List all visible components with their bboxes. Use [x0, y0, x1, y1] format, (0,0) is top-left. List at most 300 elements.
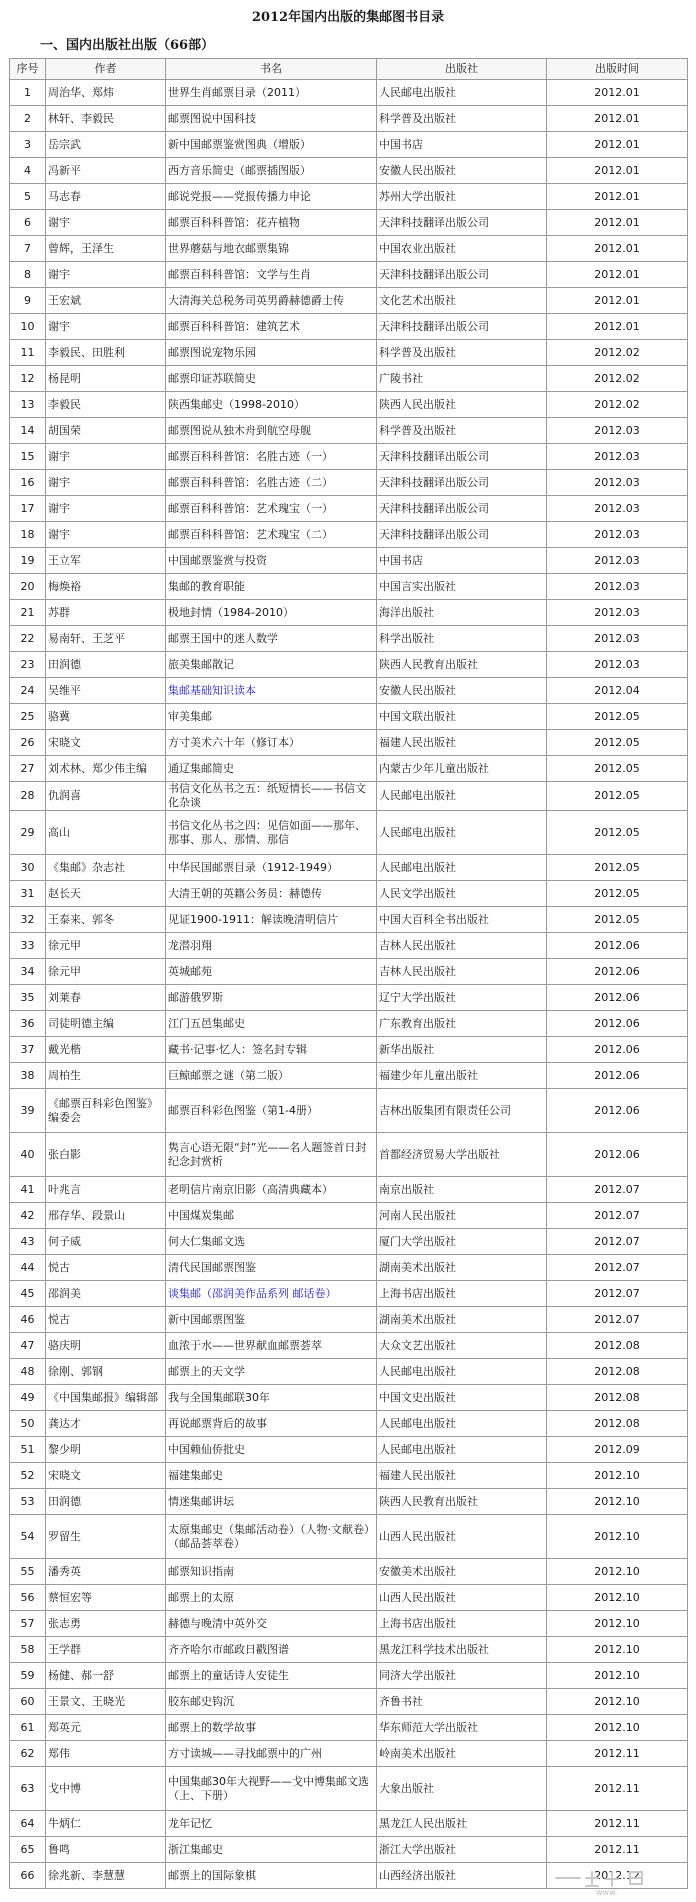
cell-publisher: 福建人民出版社	[377, 730, 547, 756]
cell-no: 28	[10, 782, 46, 811]
cell-author: 赵长天	[46, 881, 166, 907]
cell-book: 邮票图说从独木舟到航空母舰	[166, 418, 377, 444]
cell-publisher: 安徽人民出版社	[377, 158, 547, 184]
cell-book: 藏书·记事·忆人：签名封专辑	[166, 1037, 377, 1063]
cell-author: 邢存华、段景山	[46, 1203, 166, 1229]
cell-book: 老明信片南京旧影（高清典藏本）	[166, 1177, 377, 1203]
cell-book: 邮票王国中的迷人数学	[166, 626, 377, 652]
table-row	[10, 626, 688, 652]
table-row	[10, 392, 688, 418]
cell-no: 37	[10, 1037, 46, 1063]
cell-no: 26	[10, 730, 46, 756]
cell-publisher: 黑龙江人民出版社	[377, 1811, 547, 1837]
table-row	[10, 106, 688, 132]
cell-book: 隽言心语无限“封”光——名人题签首日封纪念封赏析	[166, 1133, 377, 1177]
cell-no: 25	[10, 704, 46, 730]
cell-author: 仇润喜	[46, 782, 166, 811]
cell-book: 浙江集邮史	[166, 1837, 377, 1863]
table-row	[10, 811, 688, 855]
cell-date: 2012.10	[547, 1611, 688, 1637]
cell-book: 邮说党报——党报传播力申论	[166, 184, 377, 210]
cell-no: 8	[10, 262, 46, 288]
cell-publisher: 湖南美术出版社	[377, 1255, 547, 1281]
cell-no: 39	[10, 1089, 46, 1133]
cell-publisher: 人民邮电出版社	[377, 782, 547, 811]
cell-date: 2012.11	[547, 1811, 688, 1837]
table-row	[10, 132, 688, 158]
cell-no: 56	[10, 1585, 46, 1611]
cell-book: 中国赖仙侨批史	[166, 1437, 377, 1463]
cell-publisher: 苏州大学出版社	[377, 184, 547, 210]
cell-date: 2012.03	[547, 418, 688, 444]
cell-date: 2012.01	[547, 262, 688, 288]
cell-date: 2012.05	[547, 907, 688, 933]
cell-author: 徐元甲	[46, 959, 166, 985]
cell-date: 2012.07	[547, 1203, 688, 1229]
cell-author: 骆冀	[46, 704, 166, 730]
cell-book: 西方音乐简史（邮票插图版）	[166, 158, 377, 184]
cell-author: 李毅民、田胜利	[46, 340, 166, 366]
cell-date: 2012.11	[547, 1741, 688, 1767]
cell-publisher: 广陵书社	[377, 366, 547, 392]
cell-author: 刘莱春	[46, 985, 166, 1011]
table-row	[10, 366, 688, 392]
cell-date: 2012.08	[547, 1411, 688, 1437]
cell-author: 司徒明德主编	[46, 1011, 166, 1037]
table-row	[10, 1689, 688, 1715]
table-row	[10, 1037, 688, 1063]
table-row	[10, 1715, 688, 1741]
cell-publisher: 安徽人民出版社	[377, 678, 547, 704]
cell-date: 2012.05	[547, 756, 688, 782]
table-row	[10, 548, 688, 574]
cell-publisher: 中国言实出版社	[377, 574, 547, 600]
cell-date: 2012.01	[547, 132, 688, 158]
header-author: 作者	[46, 59, 166, 80]
cell-no: 49	[10, 1385, 46, 1411]
table-row	[10, 1411, 688, 1437]
table-row	[10, 1333, 688, 1359]
table-row	[10, 1741, 688, 1767]
cell-publisher: 中国书店	[377, 548, 547, 574]
table-row	[10, 1585, 688, 1611]
table-row	[10, 1385, 688, 1411]
cell-publisher: 广东教育出版社	[377, 1011, 547, 1037]
cell-author: 冯新平	[46, 158, 166, 184]
cell-author: 刘术林、郑少伟主编	[46, 756, 166, 782]
cell-no: 52	[10, 1463, 46, 1489]
cell-author: 徐元甲	[46, 933, 166, 959]
cell-publisher: 山西经济出版社	[377, 1863, 547, 1889]
cell-publisher: 人民文学出版社	[377, 881, 547, 907]
cell-book: 龙潜羽翔	[166, 933, 377, 959]
cell-date: 2012.07	[547, 1229, 688, 1255]
cell-author: 苏群	[46, 600, 166, 626]
table-row	[10, 678, 688, 704]
cell-date: 2012.05	[547, 881, 688, 907]
cell-author: 杨昆明	[46, 366, 166, 392]
cell-author: 王立军	[46, 548, 166, 574]
watermark-url: www.	[596, 1888, 618, 1897]
cell-author: 骆庆明	[46, 1333, 166, 1359]
cell-no: 32	[10, 907, 46, 933]
cell-publisher: 岭南美术出版社	[377, 1741, 547, 1767]
cell-no: 62	[10, 1741, 46, 1767]
table-row	[10, 881, 688, 907]
cell-no: 30	[10, 855, 46, 881]
cell-book: 邮票百科科普馆：艺术瑰宝（二）	[166, 522, 377, 548]
table-row	[10, 1359, 688, 1385]
table-row	[10, 1837, 688, 1863]
table-row	[10, 959, 688, 985]
table-row	[10, 1437, 688, 1463]
cell-book: 邮票上的童话诗人安徒生	[166, 1663, 377, 1689]
cell-book: 再说邮票背后的故事	[166, 1411, 377, 1437]
cell-date: 2012.12	[547, 1863, 688, 1889]
cell-no: 1	[10, 80, 46, 106]
cell-no: 31	[10, 881, 46, 907]
cell-no: 54	[10, 1515, 46, 1559]
table-row	[10, 1255, 688, 1281]
cell-date: 2012.01	[547, 210, 688, 236]
cell-date: 2012.07	[547, 1255, 688, 1281]
cell-date: 2012.07	[547, 1281, 688, 1307]
cell-book: 邮票图说宠物乐园	[166, 340, 377, 366]
cell-date: 2012.03	[547, 470, 688, 496]
cell-author: 《邮票百科彩色图鉴》编委会	[46, 1089, 166, 1133]
table-row	[10, 1089, 688, 1133]
cell-no: 3	[10, 132, 46, 158]
cell-date: 2012.10	[547, 1637, 688, 1663]
cell-publisher: 中国文联出版社	[377, 704, 547, 730]
cell-no: 50	[10, 1411, 46, 1437]
cell-author: 郑伟	[46, 1741, 166, 1767]
cell-book: 集邮的教育职能	[166, 574, 377, 600]
table-row	[10, 1229, 688, 1255]
cell-book: 齐齐哈尔市邮政日戳图谱	[166, 1637, 377, 1663]
cell-author: 谢宇	[46, 522, 166, 548]
cell-book: 通辽集邮简史	[166, 756, 377, 782]
cell-date: 2012.07	[547, 1307, 688, 1333]
cell-no: 10	[10, 314, 46, 340]
cell-no: 60	[10, 1689, 46, 1715]
cell-date: 2012.06	[547, 959, 688, 985]
cell-author: 周柏生	[46, 1063, 166, 1089]
cell-no: 6	[10, 210, 46, 236]
cell-book: 新中国邮票鉴赏图典（增版）	[166, 132, 377, 158]
cell-no: 36	[10, 1011, 46, 1037]
cell-author: 宋晓文	[46, 730, 166, 756]
table-row	[10, 210, 688, 236]
cell-no: 21	[10, 600, 46, 626]
cell-book: 清代民国邮票图鉴	[166, 1255, 377, 1281]
cell-author: 周治华、郑炜	[46, 80, 166, 106]
cell-author: 杨健、郝一舒	[46, 1663, 166, 1689]
table-row	[10, 1559, 688, 1585]
cell-book: 大清王朝的英籍公务员：赫德传	[166, 881, 377, 907]
cell-book: 新中国邮票图鉴	[166, 1307, 377, 1333]
table-row	[10, 1515, 688, 1559]
cell-date: 2012.10	[547, 1585, 688, 1611]
cell-no: 9	[10, 288, 46, 314]
table-row	[10, 1177, 688, 1203]
cell-publisher: 湖南美术出版社	[377, 1307, 547, 1333]
cell-publisher: 天津科技翻译出版公司	[377, 496, 547, 522]
cell-no: 33	[10, 933, 46, 959]
cell-date: 2012.06	[547, 933, 688, 959]
table-row	[10, 158, 688, 184]
table-row	[10, 1307, 688, 1333]
cell-date: 2012.10	[547, 1559, 688, 1585]
table-row	[10, 574, 688, 600]
cell-date: 2012.03	[547, 574, 688, 600]
cell-publisher: 上海书店出版社	[377, 1611, 547, 1637]
table-row	[10, 184, 688, 210]
cell-no: 42	[10, 1203, 46, 1229]
cell-book: 邮票百科科普馆：建筑艺术	[166, 314, 377, 340]
cell-no: 40	[10, 1133, 46, 1177]
cell-publisher: 天津科技翻译出版公司	[377, 444, 547, 470]
cell-date: 2012.09	[547, 1437, 688, 1463]
cell-author: 高山	[46, 811, 166, 855]
table-row	[10, 418, 688, 444]
cell-date: 2012.10	[547, 1663, 688, 1689]
cell-no: 19	[10, 548, 46, 574]
table-row	[10, 1611, 688, 1637]
cell-book: 中国集邮30年大视野——戈中博集邮文选（上、下册）	[166, 1767, 377, 1811]
table-row	[10, 496, 688, 522]
cell-date: 2012.08	[547, 1333, 688, 1359]
cell-publisher: 天津科技翻译出版公司	[377, 522, 547, 548]
cell-book: 书信文化丛书之四：见信如面——那年、那事、那人、那情、那信	[166, 811, 377, 855]
cell-no: 59	[10, 1663, 46, 1689]
cell-date: 2012.04	[547, 678, 688, 704]
cell-publisher: 海洋出版社	[377, 600, 547, 626]
cell-date: 2012.03	[547, 652, 688, 678]
cell-date: 2012.03	[547, 548, 688, 574]
cell-publisher: 人民邮电出版社	[377, 1411, 547, 1437]
cell-publisher: 首都经济贸易大学出版社	[377, 1133, 547, 1177]
cell-publisher: 安徽美术出版社	[377, 1559, 547, 1585]
table-row	[10, 855, 688, 881]
cell-book: 旅美集邮散记	[166, 652, 377, 678]
cell-no: 43	[10, 1229, 46, 1255]
cell-no: 13	[10, 392, 46, 418]
table-header-row	[10, 59, 688, 80]
cell-date: 2012.06	[547, 1011, 688, 1037]
table-row	[10, 756, 688, 782]
cell-no: 20	[10, 574, 46, 600]
cell-no: 5	[10, 184, 46, 210]
cell-author: 王景文、王晓光	[46, 1689, 166, 1715]
cell-no: 61	[10, 1715, 46, 1741]
cell-book: 中国煤炭集邮	[166, 1203, 377, 1229]
cell-no: 18	[10, 522, 46, 548]
cell-publisher: 科学出版社	[377, 626, 547, 652]
cell-date: 2012.01	[547, 288, 688, 314]
cell-author: 田润德	[46, 652, 166, 678]
table-row	[10, 470, 688, 496]
cell-author: 戴光楷	[46, 1037, 166, 1063]
cell-date: 2012.06	[547, 985, 688, 1011]
cell-date: 2012.10	[547, 1715, 688, 1741]
cell-no: 44	[10, 1255, 46, 1281]
cell-date: 2012.10	[547, 1515, 688, 1559]
cell-author: 悦古	[46, 1255, 166, 1281]
cell-book: 血浓于水——世界献血邮票荟萃	[166, 1333, 377, 1359]
cell-date: 2012.10	[547, 1689, 688, 1715]
cell-publisher: 陕西人民出版社	[377, 392, 547, 418]
cell-book: 中国邮票鉴赏与投资	[166, 548, 377, 574]
cell-no: 64	[10, 1811, 46, 1837]
cell-no: 27	[10, 756, 46, 782]
cell-publisher: 科学普及出版社	[377, 418, 547, 444]
cell-book: 大清海关总税务司英男爵赫德爵士传	[166, 288, 377, 314]
cell-book: 英城邮苑	[166, 959, 377, 985]
cell-book: 江门五邑集邮史	[166, 1011, 377, 1037]
book-title-link[interactable]: 谈集邮（邵润美作品系列 邮话卷）	[166, 1281, 377, 1307]
table-row	[10, 1663, 688, 1689]
table-row	[10, 1489, 688, 1515]
cell-publisher: 山西人民出版社	[377, 1585, 547, 1611]
cell-date: 2012.03	[547, 626, 688, 652]
cell-publisher: 黑龙江科学技术出版社	[377, 1637, 547, 1663]
cell-author: 胡国荣	[46, 418, 166, 444]
cell-author: 黎少明	[46, 1437, 166, 1463]
cell-author: 张志勇	[46, 1611, 166, 1637]
cell-publisher: 天津科技翻译出版公司	[377, 314, 547, 340]
cell-publisher: 福建人民出版社	[377, 1463, 547, 1489]
cell-publisher: 浙江大学出版社	[377, 1837, 547, 1863]
cell-publisher: 华东师范大学出版社	[377, 1715, 547, 1741]
table-row	[10, 782, 688, 811]
cell-no: 66	[10, 1863, 46, 1889]
table-row	[10, 1011, 688, 1037]
table-body	[10, 80, 688, 1889]
cell-publisher: 吉林出版集团有限责任公司	[377, 1089, 547, 1133]
cell-publisher: 内蒙古少年儿童出版社	[377, 756, 547, 782]
cell-publisher: 南京出版社	[377, 1177, 547, 1203]
cell-date: 2012.06	[547, 1133, 688, 1177]
cell-publisher: 山西人民出版社	[377, 1515, 547, 1559]
cell-book: 情迷集邮讲坛	[166, 1489, 377, 1515]
cell-book: 世界生肖邮票目录（2011）	[166, 80, 377, 106]
cell-author: 王宏斌	[46, 288, 166, 314]
table-row	[10, 985, 688, 1011]
cell-date: 2012.02	[547, 392, 688, 418]
table-row	[10, 80, 688, 106]
book-title-link[interactable]: 集邮基础知识读本	[166, 678, 377, 704]
cell-book: 巨鲸邮票之谜（第二版）	[166, 1063, 377, 1089]
cell-author: 谢宇	[46, 444, 166, 470]
cell-author: 罗留生	[46, 1515, 166, 1559]
cell-author: 谢宇	[46, 496, 166, 522]
cell-date: 2012.03	[547, 522, 688, 548]
cell-publisher: 齐鲁书社	[377, 1689, 547, 1715]
cell-publisher: 新华出版社	[377, 1037, 547, 1063]
cell-date: 2012.06	[547, 1089, 688, 1133]
cell-book: 中华民国邮票目录（1912-1949）	[166, 855, 377, 881]
cell-no: 41	[10, 1177, 46, 1203]
table-row	[10, 288, 688, 314]
cell-no: 14	[10, 418, 46, 444]
cell-publisher: 中国农业出版社	[377, 236, 547, 262]
table-row	[10, 1811, 688, 1837]
cell-publisher: 人民邮电出版社	[377, 80, 547, 106]
cell-date: 2012.01	[547, 314, 688, 340]
cell-date: 2012.10	[547, 1463, 688, 1489]
cell-no: 12	[10, 366, 46, 392]
table-row	[10, 907, 688, 933]
cell-date: 2012.07	[547, 1177, 688, 1203]
cell-publisher: 天津科技翻译出版公司	[377, 262, 547, 288]
cell-author: 曾辉，王泽生	[46, 236, 166, 262]
table-row	[10, 340, 688, 366]
cell-publisher: 中国大百科全书出版社	[377, 907, 547, 933]
cell-author: 谢宇	[46, 470, 166, 496]
cell-publisher: 人民邮电出版社	[377, 1437, 547, 1463]
table-row	[10, 1133, 688, 1177]
cell-no: 45	[10, 1281, 46, 1307]
cell-author: 悦古	[46, 1307, 166, 1333]
cell-book: 赫德与晚清中英外交	[166, 1611, 377, 1637]
cell-book: 方寸美术六十年（修订本）	[166, 730, 377, 756]
cell-author: 田润德	[46, 1489, 166, 1515]
cell-publisher: 上海书店出版社	[377, 1281, 547, 1307]
cell-no: 35	[10, 985, 46, 1011]
cell-publisher: 辽宁大学出版社	[377, 985, 547, 1011]
cell-author: 张白影	[46, 1133, 166, 1177]
cell-no: 29	[10, 811, 46, 855]
cell-author: 谢宇	[46, 314, 166, 340]
cell-author: 蔡恒宏等	[46, 1585, 166, 1611]
table-row	[10, 1767, 688, 1811]
cell-publisher: 厦门大学出版社	[377, 1229, 547, 1255]
cell-no: 51	[10, 1437, 46, 1463]
cell-date: 2012.10	[547, 1489, 688, 1515]
cell-author: 徐兆新、李慧慧	[46, 1863, 166, 1889]
cell-publisher: 陕西人民教育出版社	[377, 1489, 547, 1515]
cell-book: 胶东邮史钩沉	[166, 1689, 377, 1715]
cell-publisher: 文化艺术出版社	[377, 288, 547, 314]
table-row	[10, 652, 688, 678]
section-heading: 一、国内出版社出版（66部）	[40, 38, 215, 53]
cell-date: 2012.08	[547, 1385, 688, 1411]
cell-no: 16	[10, 470, 46, 496]
cell-author: 《中国集邮报》编辑部	[46, 1385, 166, 1411]
cell-book: 邮票上的太原	[166, 1585, 377, 1611]
cell-publisher: 科学普及出版社	[377, 106, 547, 132]
cell-book: 邮票百科科普馆：名胜古迹（二）	[166, 470, 377, 496]
cell-no: 57	[10, 1611, 46, 1637]
table-row	[10, 262, 688, 288]
cell-book: 邮票上的天文学	[166, 1359, 377, 1385]
cell-date: 2012.06	[547, 1063, 688, 1089]
cell-date: 2012.05	[547, 811, 688, 855]
cell-publisher: 科学普及出版社	[377, 340, 547, 366]
header-publisher: 出版社	[377, 59, 547, 80]
cell-no: 58	[10, 1637, 46, 1663]
cell-publisher: 陕西人民教育出版社	[377, 652, 547, 678]
table-row	[10, 730, 688, 756]
cell-date: 2012.05	[547, 782, 688, 811]
table-row	[10, 444, 688, 470]
cell-no: 47	[10, 1333, 46, 1359]
table-row	[10, 1463, 688, 1489]
cell-no: 53	[10, 1489, 46, 1515]
cell-author: 牛炳仁	[46, 1811, 166, 1837]
cell-date: 2012.01	[547, 236, 688, 262]
